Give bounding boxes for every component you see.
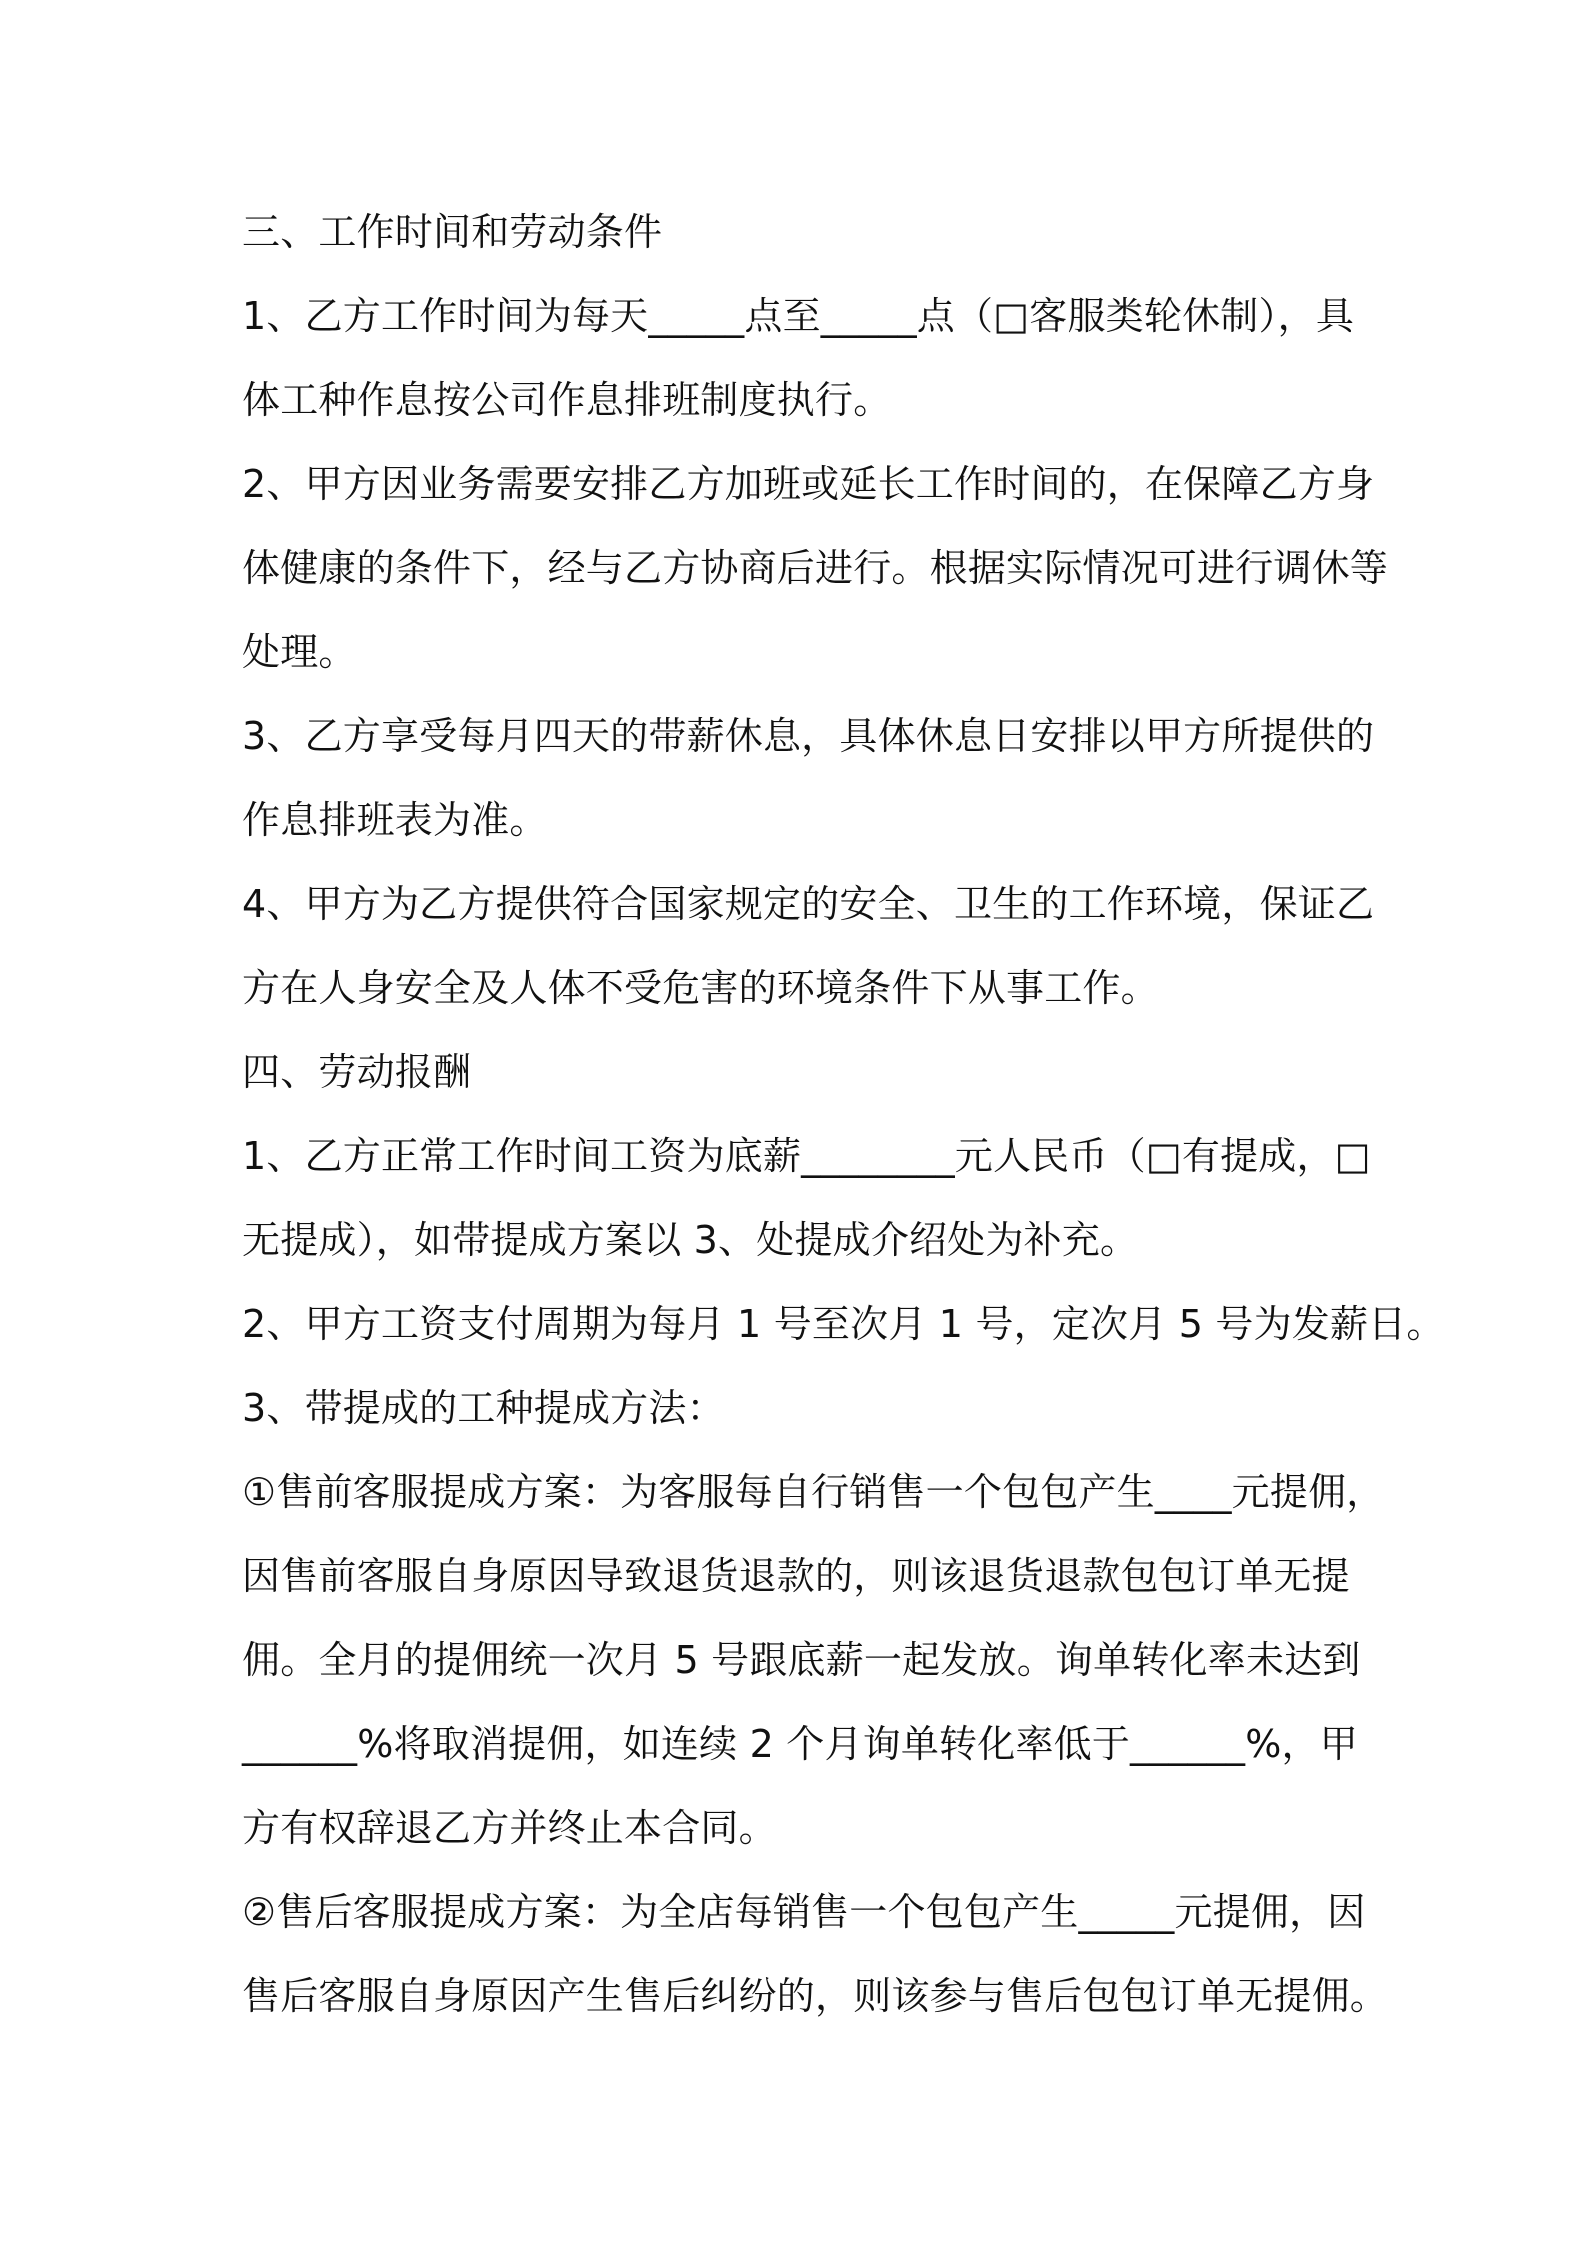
text-line: 1、乙方工作时间为每天_____点至_____点（□客服类轮休制），具: [242, 294, 1355, 338]
text-line: 1、乙方正常工作时间工资为底薪________元人民币（□有提成，□: [242, 1134, 1371, 1178]
text-line: 佣。全月的提佣统一次月 5 号跟底薪一起发放。询单转化率未达到: [242, 1638, 1361, 1682]
text-line: 2、甲方因业务需要安排乙方加班或延长工作时间的，在保障乙方身: [242, 462, 1375, 506]
text-line: 4、甲方为乙方提供符合国家规定的安全、卫生的工作环境，保证乙: [242, 882, 1375, 926]
section-heading-remuneration: 四、劳动报酬: [242, 1050, 472, 1094]
text-line: 售后客服自身原因产生售后纠纷的，则该参与售后包包订单无提佣。: [242, 1974, 1389, 2018]
text-line: 作息排班表为准。: [242, 798, 548, 842]
text-line: 体工种作息按公司作息排班制度执行。: [242, 378, 892, 422]
text-line: 3、带提成的工种提成方法：: [242, 1386, 725, 1430]
text-line: ______%将取消提佣，如连续 2 个月询单转化率低于______%，甲: [242, 1722, 1358, 1766]
document-body: [242, 190, 1445, 2038]
text-line: 2、甲方工资支付周期为每月 1 号至次月 1 号，定次月 5 号为发薪日。: [242, 1302, 1445, 1346]
text-line: 体健康的条件下，经与乙方协商后进行。根据实际情况可进行调休等: [242, 546, 1389, 590]
text-line: ①售前客服提成方案：为客服每自行销售一个包包产生____元提佣，: [242, 1470, 1385, 1514]
section-heading-work-hours: 三、工作时间和劳动条件: [242, 210, 663, 254]
text-line: 无提成），如带提成方案以 3、处提成介绍处为补充。: [242, 1218, 1139, 1262]
text-line: 方在人身安全及人体不受危害的环境条件下从事工作。: [242, 966, 1159, 1010]
text-line: ②售后客服提成方案：为全店每销售一个包包产生_____元提佣，因: [242, 1890, 1366, 1934]
text-line: 因售前客服自身原因导致退货退款的，则该退货退款包包订单无提: [242, 1554, 1350, 1598]
text-line: 处理。: [242, 630, 357, 674]
text-line: 方有权辞退乙方并终止本合同。: [242, 1806, 777, 1850]
text-line: 3、乙方享受每月四天的带薪休息，具体休息日安排以甲方所提供的: [242, 714, 1375, 758]
